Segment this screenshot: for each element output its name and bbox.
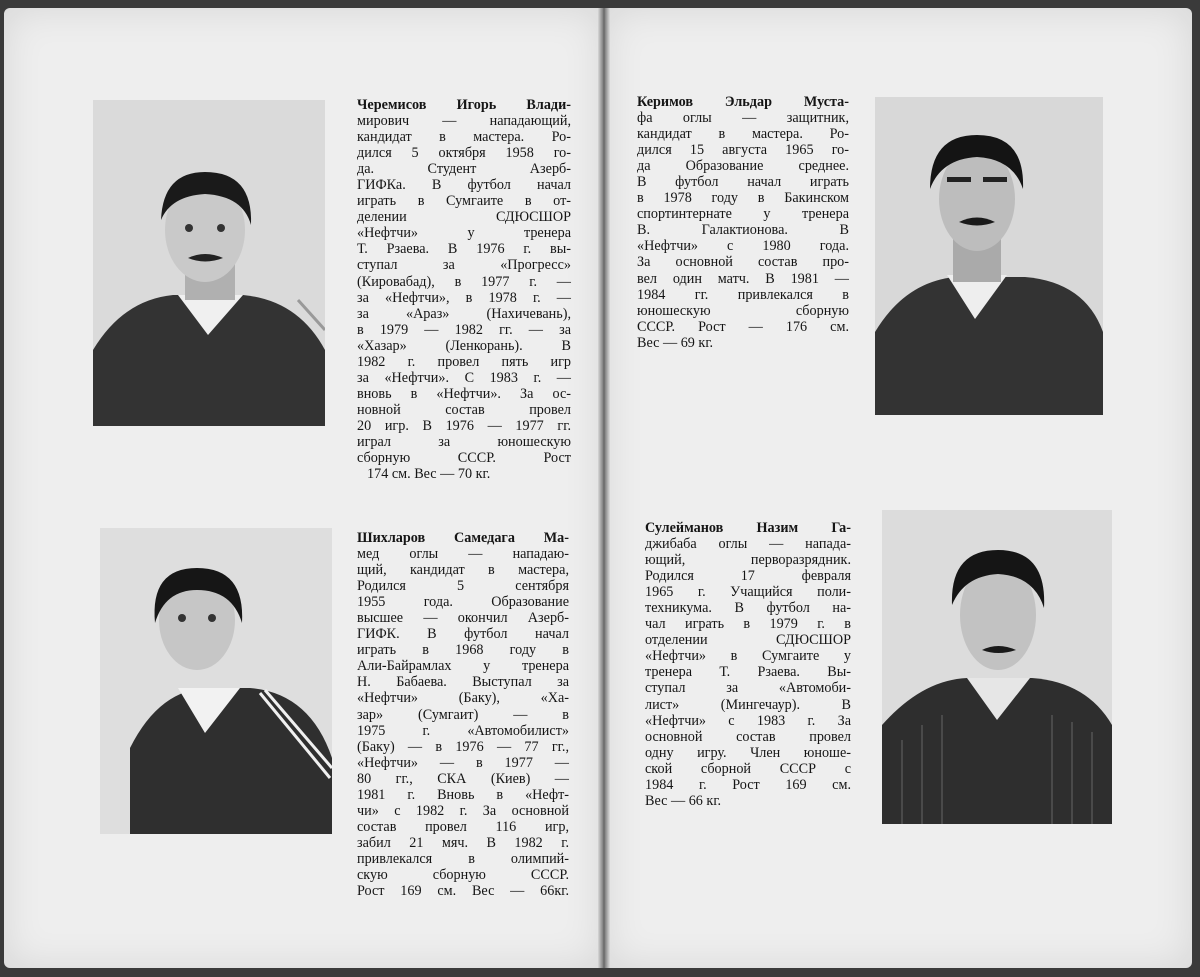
bio-line: Али-Байрамлах у тренера (357, 658, 569, 675)
bio-line: В футбол начал играть (637, 174, 849, 191)
bio-line: техникума. В футбол на- (645, 600, 851, 617)
bio-line: мед оглы — нападаю- (357, 546, 569, 563)
bio-line: играть в 1968 году в (357, 642, 569, 659)
bio-line: 1955 года. Образование (357, 594, 569, 611)
bio-line: новной состав провел (357, 401, 571, 418)
bio-line: 1975 г. «Автомобилист» (357, 722, 569, 739)
bio-line: Т. Рзаева. В 1976 г. вы- (357, 241, 571, 258)
bio-line: сборную СССР. Рост (357, 450, 571, 467)
player-photo-shikhlarov (100, 528, 332, 834)
bio-line: 1982 г. провел пять игр (357, 353, 571, 370)
bio-line: забил 21 мяч. В 1982 г. (357, 834, 569, 851)
bio-line: СССР. Рост — 176 см. (637, 318, 849, 335)
player-name: Керимов Эльдар Муста- (637, 94, 849, 110)
bio-line: Вес — 66 кг. (645, 792, 722, 809)
bio-line: «Нефтчи» в Сумгаите у (645, 648, 851, 665)
player-name: Черемисов Игорь Влади- (357, 97, 571, 113)
player-photo-suleymanov (882, 510, 1112, 824)
bio-line: состав провел 116 игр, (357, 818, 569, 835)
bio-line: чал играть в 1979 г. в (645, 616, 851, 633)
bio-line: 1984 гг. привлекался в (637, 286, 849, 303)
bio-line: кандидат в мастера. Ро- (637, 126, 849, 143)
bio-line: В. Галактионова. В (637, 222, 849, 239)
bio-line: за «Нефтчи». С 1983 г. — (357, 369, 571, 386)
bio-line: «Нефтчи» — в 1977 — (357, 754, 569, 771)
bio-line: 174 см. Вес — 70 кг. (367, 466, 491, 483)
bio-line: играл за юношескую (357, 433, 571, 450)
bio-line: (Кировабад), в 1977 г. — (357, 273, 571, 290)
bio-line: ющий, перворазрядник. (645, 552, 851, 569)
bio-line: за «Нефтчи», в 1978 г. — (357, 289, 571, 306)
bio-line: да Образование среднее. (637, 158, 849, 175)
player-name: Шихларов Самедага Ма- (357, 530, 569, 546)
bio-line: джибаба оглы — напада- (645, 536, 851, 553)
bio-line: тренера Т. Рзаева. Вы- (645, 664, 851, 681)
bio-line: «Нефтчи» с 1980 года. (637, 238, 849, 255)
bio-line: мирович — нападающий, (357, 113, 571, 130)
bio-line: отделении СДЮСШОР (645, 632, 851, 649)
player-photo-cheremisov (93, 100, 325, 426)
bio-line: Н. Бабаева. Выступал за (357, 674, 569, 691)
bio-line: за «Араз» (Нахичевань), (357, 305, 571, 322)
bio-line: играть в Сумгаите в от- (357, 193, 571, 210)
bio-line: Родился 5 сентября (357, 578, 569, 595)
player-bio-cheremisov (357, 97, 571, 482)
bio-line: одну игру. Член юноше- (645, 744, 851, 761)
bio-line: зар» (Сумгаит) — в (357, 706, 569, 723)
bio-line: (Баку) — в 1976 — 77 гг., (357, 738, 569, 755)
player-bio-shikhlarov (357, 530, 569, 899)
bio-line: скую сборную СССР. (357, 866, 569, 883)
bio-line: лист» (Мингечаур). В (645, 696, 851, 713)
bio-line: вновь в «Нефтчи». За ос- (357, 385, 571, 402)
bio-line: делении СДЮСШОР (357, 209, 571, 226)
bio-line: дился 5 октября 1958 го- (357, 145, 571, 162)
bio-line: 20 игр. В 1976 — 1977 гг. (357, 417, 571, 434)
bio-line: вел один матч. В 1981 — (637, 270, 849, 287)
book-gutter (598, 8, 610, 968)
bio-line: в 1979 — 1982 гг. — за (357, 321, 571, 338)
bio-line: 1984 г. Рост 169 см. (645, 776, 851, 793)
bio-line: основной состав провел (645, 728, 851, 745)
player-photo-kerimov (875, 97, 1103, 415)
bio-line: ской сборной СССР с (645, 760, 851, 777)
bio-line: Родился 17 февраля (645, 568, 851, 585)
bio-line: привлекался в олимпий- (357, 850, 569, 867)
bio-line: ГИФК. В футбол начал (357, 626, 569, 643)
bio-line: высшее — окончил Азерб- (357, 610, 569, 627)
bio-line: 1965 г. Учащийся поли- (645, 584, 851, 601)
player-name: Сулейманов Назим Га- (645, 520, 851, 536)
bio-line: чи» с 1982 г. За основной (357, 802, 569, 819)
bio-line: «Хазар» (Ленкорань). В (357, 337, 571, 354)
bio-line: юношескую сборную (637, 302, 849, 319)
bio-line: «Нефтчи» у тренера (357, 225, 571, 242)
bio-line: «Нефтчи» (Баку), «Ха- (357, 690, 569, 707)
bio-line: в 1978 году в Бакинском (637, 190, 849, 207)
bio-line: дился 15 августа 1965 го- (637, 142, 849, 159)
player-bio-kerimov (637, 94, 849, 351)
bio-line: «Нефтчи» с 1983 г. За (645, 712, 851, 729)
bio-line: ГИФКа. В футбол начал (357, 177, 571, 194)
bio-line: ступал за «Автомоби- (645, 680, 851, 697)
bio-line: За основной состав про- (637, 254, 849, 271)
bio-line: кандидат в мастера. Ро- (357, 129, 571, 146)
bio-line: 80 гг., СКА (Киев) — (357, 770, 569, 787)
bio-line: да. Студент Азерб- (357, 161, 571, 178)
bio-line: спортинтернате у тренера (637, 206, 849, 223)
bio-line: щий, кандидат в мастера, (357, 562, 569, 579)
bio-line: 1981 г. Вновь в «Нефт- (357, 786, 569, 803)
bio-line: Рост 169 см. Вес — 66кг. (357, 883, 569, 900)
bio-line: ступал за «Прогресс» (357, 257, 571, 274)
player-bio-suleymanov (645, 520, 851, 809)
bio-line: Вес — 69 кг. (637, 334, 714, 351)
bio-line: фа оглы — защитник, (637, 110, 849, 127)
